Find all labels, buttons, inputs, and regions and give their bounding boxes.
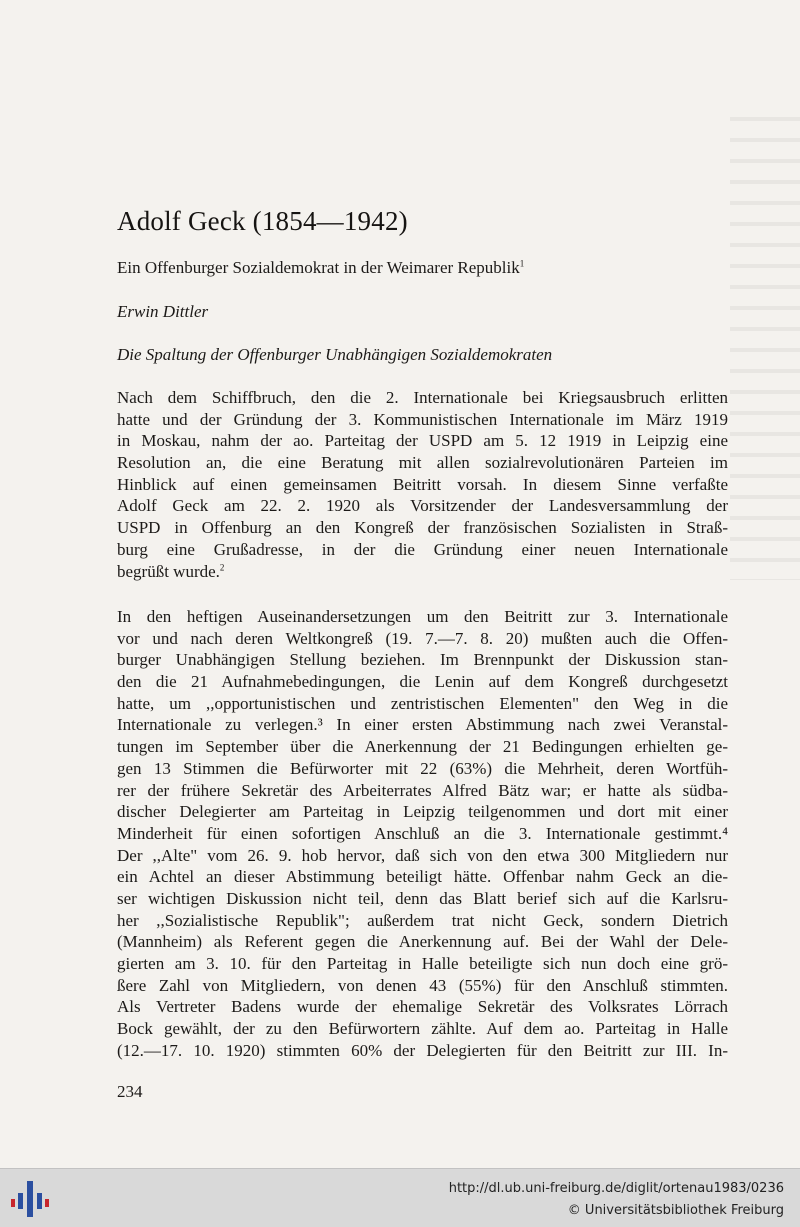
text-line: Resolution an, die eine Beratung mit allen sozialrevolutionären Parteien im [117,453,728,473]
text-line: rer der frühere Sekretär des Arbeiterrates Alfred Bätz war; er hatte als südba- [117,780,728,800]
viewer-footer [0,1168,800,1227]
text-line: Der ,,Alte" vom 26. 9. hob hervor, daß sich von den etwa 300 Mitgliedern nur [117,845,728,865]
text-line: Internationale zu verlegen.³ In einer ersten Abstimmung nach zwei Veranstal- [117,715,728,735]
ub-freiburg-logo-icon[interactable] [10,1179,50,1219]
section-heading: Die Spaltung der Offenburger Unabhängigen Sozialdemokraten [117,345,553,364]
text-line: ein Achtel an dieser Abstimmung beteiligt hätte. Offenbar nahm Geck an die- [117,867,728,887]
footnote-marker: 2 [219,561,225,572]
text-line-last [117,561,728,583]
text-line-content: begrüßt wurde. [117,561,220,581]
text-line: vor und nach deren Weltkongreß (19. 7.—7. 8. 20) mußten auch die Offen- [117,628,728,648]
text-line: hatte und der Gründung der 3. Kommunistischen Internationale im März 1919 [117,409,728,429]
text-line: discher Delegierter am Parteitag in Leipzig teilgenommen und dort mit einer [117,802,728,822]
article-title: Adolf Geck (1854—1942) [117,206,408,236]
text-line: Minderheit für einen sofortigen Anschluß an die 3. Internationale gestimmt.⁴ [117,823,728,843]
text-line: (12.—17. 10. 1920) stimmten 60% der Delegierten für den Beitritt zur III. In- [117,1040,728,1060]
text-line: burger Unabhängigen Stellung beziehen. Im Brennpunkt der Diskussion stan- [117,650,728,670]
text-line: in Moskau, nahm der ao. Parteitag der USPD am 5. 12 1919 in Leipzig eine [117,431,728,451]
text-line: ser wichtigen Diskussion nicht teil, denn das Blatt berief sich auf die Karlsru- [117,888,728,908]
text-line: Bock gewählt, der zu den Befürwortern zählte. Auf dem ao. Parteitag in Halle [117,1019,728,1039]
text-line: tungen im September über die Anerkennung der 21 Bedingungen erhielten ge- [117,737,728,757]
text-line: den die 21 Aufnahmebedingungen, die Lenin auf dem Kongreß durchgesetzt [117,672,728,692]
article-subtitle [117,258,524,278]
bleed-through-shadow [730,100,800,580]
text-line: Als Vertreter Badens wurde der ehemalige Sekretär des Volksrates Lörrach [117,997,728,1017]
text-line: gierten am 3. 10. für den Parteitag in Halle beteiligte sich nun doch eine grö- [117,954,728,973]
author-name: Erwin Dittler [117,302,209,321]
page-number: 234 [117,1082,143,1101]
subtitle-footnote-marker: 1 [519,258,525,269]
copyright-notice: © Universitätsbibliothek Freiburg [567,1203,784,1218]
permalink-url[interactable]: http://dl.ub.uni-freiburg.de/diglit/ortenau1983/0236 [448,1181,784,1196]
text-line: In den heftigen Auseinandersetzungen um den Beitritt zur 3. Internationale [117,607,728,626]
text-line: ßere Zahl von Mitgliedern, von denen 43 (55%) für den Anschluß stimmten. [117,975,728,995]
paragraph-1 [117,387,728,582]
text-line: hatte, um ,,opportunistischen und zentristischen Elementen" den Weg in die [117,693,728,713]
text-line: Nach dem Schiffbruch, den die 2. Internationale bei Kriegsausbruch erlitten [117,388,728,407]
subtitle-text: Ein Offenburger Sozialdemokrat in der Weimarer Republik [117,258,520,277]
text-line: Adolf Geck am 22. 2. 1920 als Vorsitzender der Landesversammlung der [117,496,728,516]
text-line: Hinblick auf einen gemeinsamen Beitritt vorsah. In diesem Sinne verfaßte [117,474,728,494]
paragraph-2 [117,606,728,1061]
text-line: burg eine Grußadresse, in der die Gründung einer neuen Internationale [117,539,728,559]
text-line: (Mannheim) als Referent gegen die Anerkennung auf. Bei der Wahl der Dele- [117,932,728,952]
text-line: gen 13 Stimmen die Befürworter mit 22 (63%) die Mehrheit, deren Wortfüh- [117,758,728,778]
text-line: USPD in Offenburg an den Kongreß der französischen Sozialisten in Straß- [117,518,728,538]
text-line: her ,,Sozialistische Republik"; außerdem trat nicht Geck, sondern Dietrich [117,910,728,930]
